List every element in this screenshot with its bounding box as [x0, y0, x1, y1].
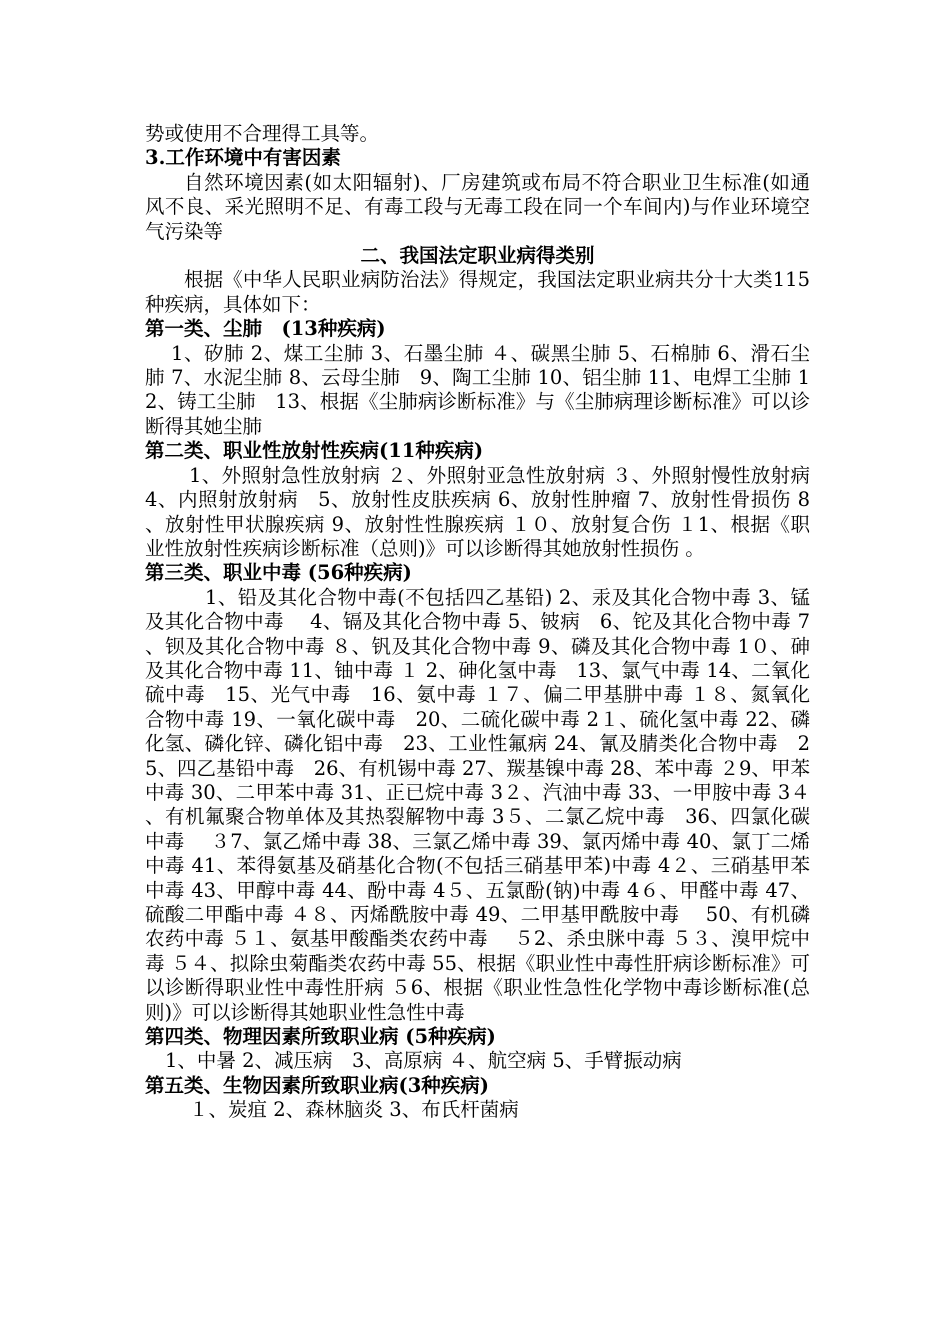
- paragraph-biological-list: １、炭疽 2、森林脑炎 3、布氏杆菌病: [189, 1098, 519, 1122]
- category-heading-pneumoconiosis: 第一类、尘肺 (13种疾病): [145, 317, 386, 341]
- section-heading-work-environment: 3.工作环境中有害因素: [145, 146, 341, 170]
- document-page: [145, 122, 810, 1123]
- category-heading-radiation: 第二类、职业性放射性疾病(11种疾病): [145, 439, 484, 463]
- paragraph-poisoning-list: 1、铅及其化合物中毒(不包括四乙基铅) 2、汞及其化合物中毒 3、锰及其化合物中毒 4、镉及其化合物中毒 5、铍病 6、铊及其化合物中毒 7、钡及其化合物中毒 ８、钒及其化合物中毒 9、磷及其化合物中毒 1０、砷及其化合物中毒 11、铀中毒 １ 2、砷化氢中毒 13、氯气中毒 14、二氧化硫中毒 15、光气中毒 16、氨中毒 １７、偏二甲基肼中毒 １８、氮氧化合物中毒 19、一氧化碳中毒 20、二硫化碳中毒 2１、硫化氢中毒 22、磷化氢、磷化锌、磷化铝中毒 23、工业性氟病 24、氰及腈类化合物中毒 25、四乙基铅中毒 26、有机锡中毒 27、羰基镍中毒 28、苯中毒 ２9、甲苯中毒 30、二甲苯中毒 31、正已烷中毒 3２、汽油中毒 33、一甲胺中毒 3４、有机氟聚合物单体及其热裂解物中毒 3５、二氯乙烷中毒 36、四氯化碳中毒 ３7、氯乙烯中毒 38、三氯乙烯中毒 39、氯丙烯中毒 40、氯丁二烯中毒 41、苯得氨基及硝基化合物(不包括三硝基甲苯)中毒 4２、三硝基甲苯中毒 43、甲醇中毒 44、酚中毒 4５、五氯酚(钠)中毒 4６、甲醛中毒 47、硫酸二甲酯中毒 ４８、丙烯酰胺中毒 49、二甲基甲酰胺中毒 50、有机磷农药中毒 ５１、氨基甲酸酯类农药中毒 ５2、杀虫脒中毒 ５３、溴甲烷中毒 ５４、拟除虫菊酯类农药中毒 55、根据《职业性中毒性肝病诊断标准》可以诊断得职业性中毒性肝病 ５6、根据《职业性急性化学物中毒诊断标准(总则)》可以诊断得其她职业性急性中毒: [145, 585, 810, 1024]
- paragraph-continuation: 势或使用不合理得工具等。: [145, 122, 380, 145]
- paragraph-law-intro: 根据《中华人民职业病防治法》得规定，我国法定职业病共分十大类115种疾病，具体如下：: [145, 268, 810, 316]
- paragraph-physical-list: 1、中暑 2、减压病 3、高原病 ４、航空病 5、手臂振动病: [165, 1049, 682, 1073]
- paragraph-radiation-list: 1、外照射急性放射病 ２、外照射亚急性放射病 ３、外照射慢性放射病 4、内照射放射病 5、放射性皮肤疾病 6、放射性肿瘤 7、放射性骨损伤 8、放射性甲状腺疾病 9、放射性性腺疾病 １０、放射复合伤 １1、根据《职业性放射性疾病诊断标准（总则)》可以诊断得其她放射性损伤 。: [145, 463, 810, 560]
- paragraph-environment-factors: 自然环境因素(如太阳辐射)、厂房建筑或布局不符合职业卫生标准(如通风不良、采光照明不足、有毒工段与无毒工段在同一个车间内)与作业环境空气污染等: [145, 170, 810, 243]
- section-heading-disease-categories: 二、我国法定职业病得类别: [360, 244, 595, 268]
- category-heading-poisoning: 第三类、职业中毒 (56种疾病): [145, 561, 412, 585]
- category-heading-biological: 第五类、生物因素所致职业病(3种疾病): [145, 1073, 490, 1097]
- paragraph-pneumoconiosis-list: 1、矽肺 2、煤工尘肺 3、石墨尘肺 ４、碳黑尘肺 5、石棉肺 6、滑石尘肺 7、水泥尘肺 8、云母尘肺 9、陶工尘肺 10、铝尘肺 11、电焊工尘肺 12、铸工尘肺 13、根据《尘肺病诊断标准》与《尘肺病理诊断标准》可以诊断得其她尘肺: [145, 341, 810, 438]
- category-heading-physical: 第四类、物理因素所致职业病 (5种疾病): [145, 1025, 496, 1049]
